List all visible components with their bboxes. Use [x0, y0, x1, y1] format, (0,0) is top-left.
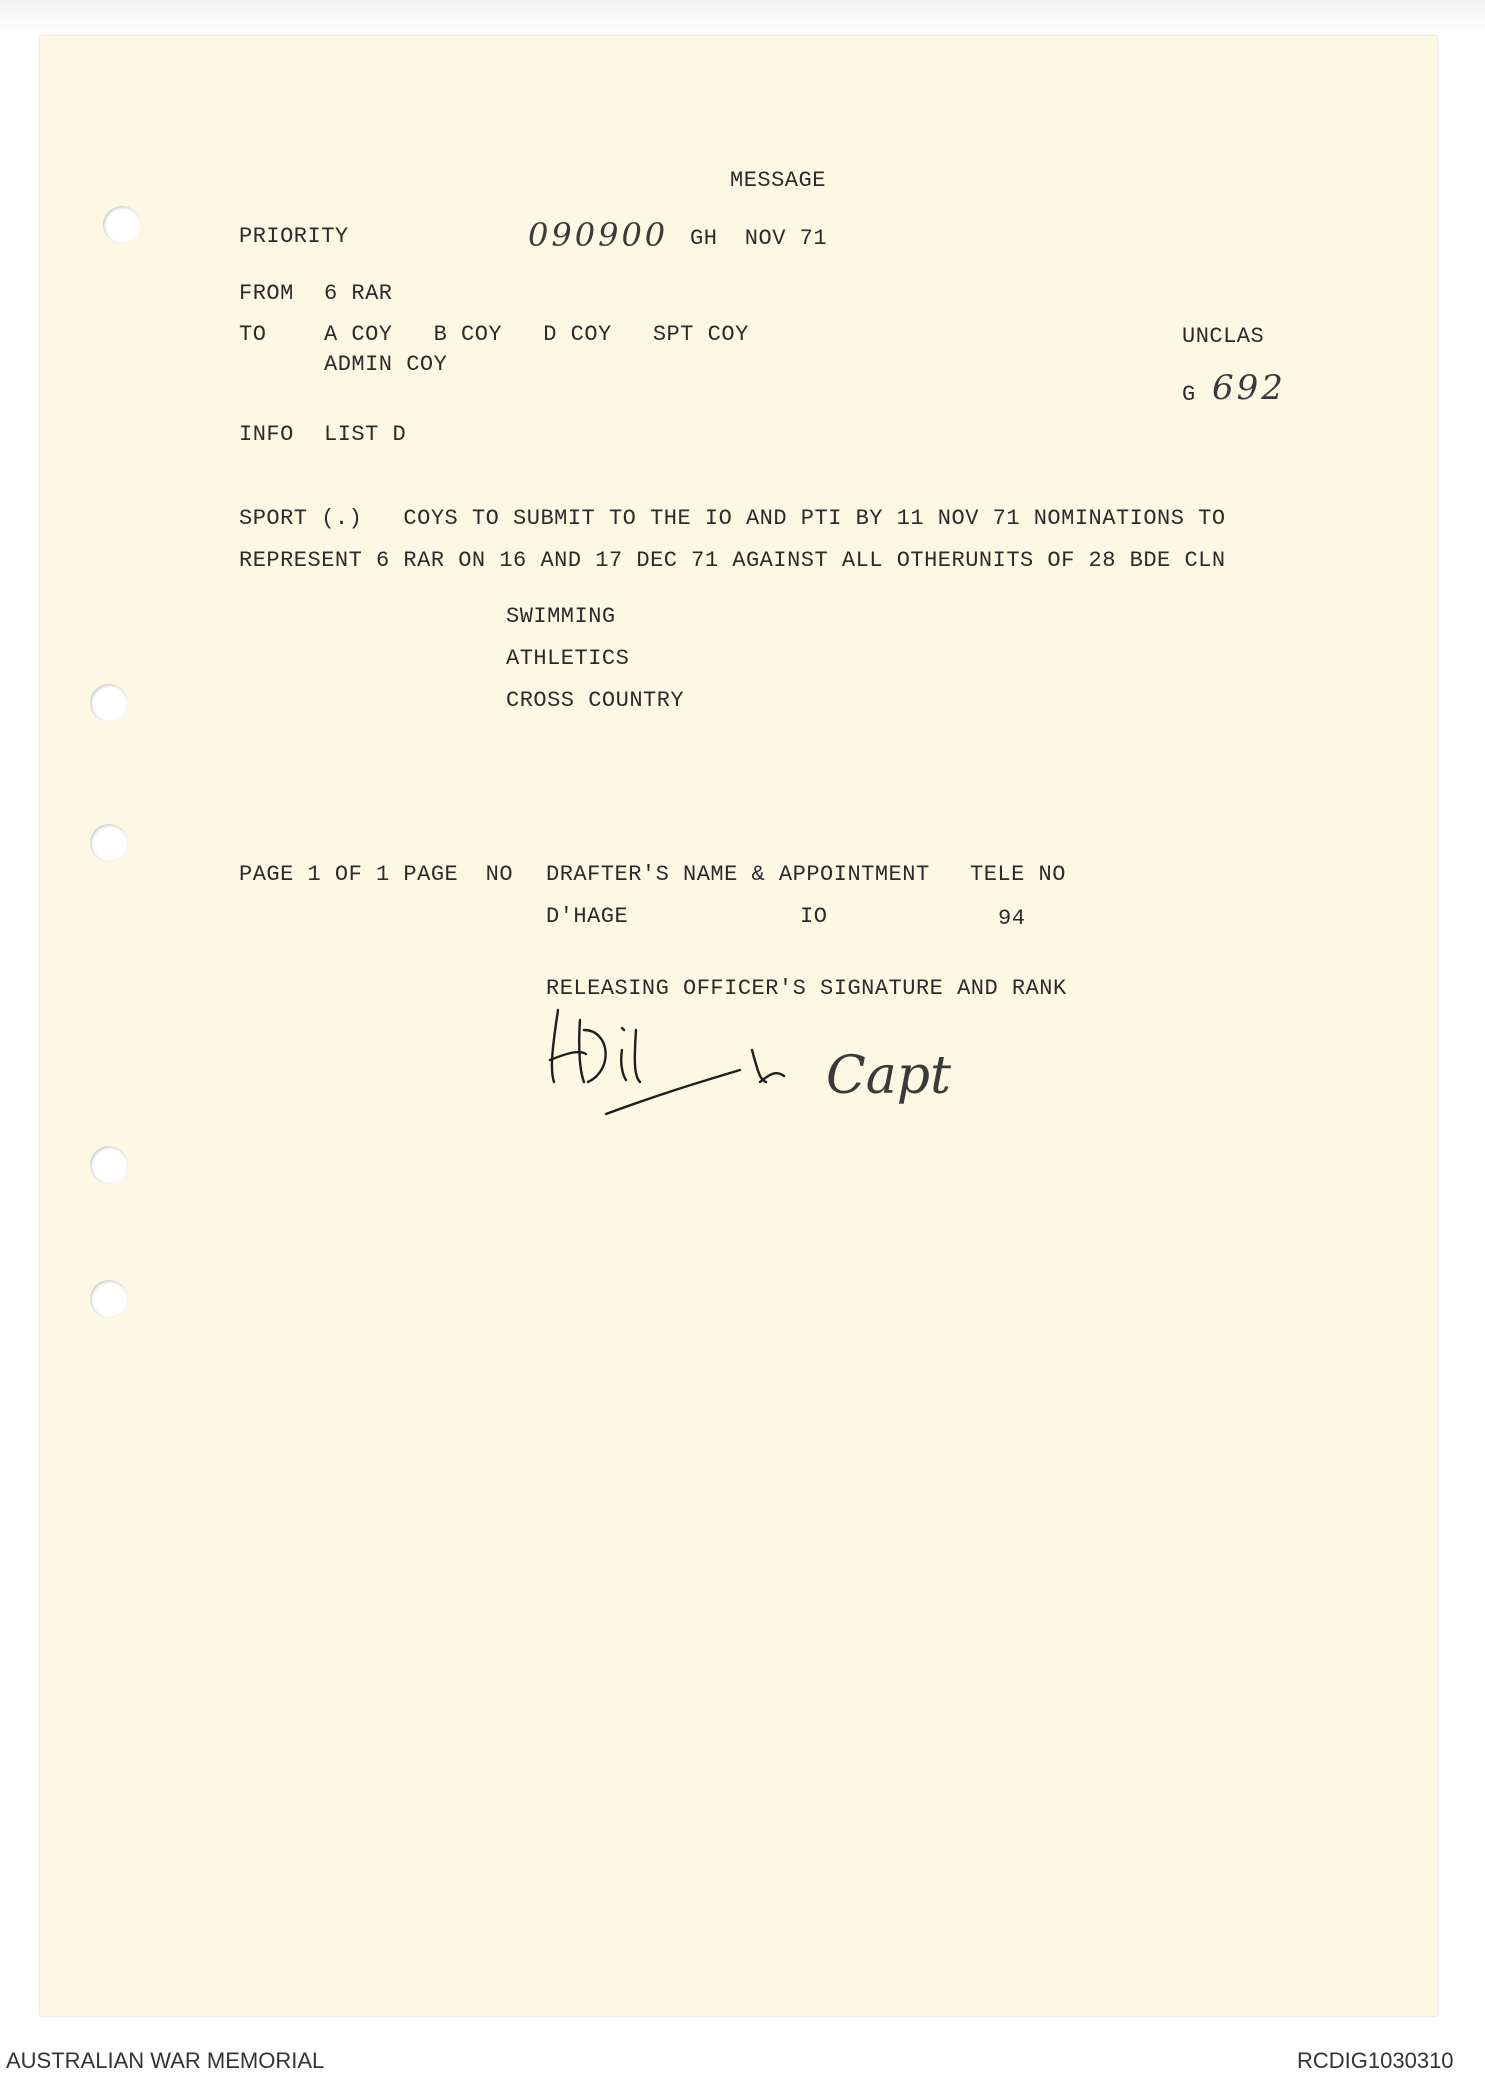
event-item: ATHLETICS [506, 646, 630, 671]
punch-hole-2 [90, 684, 128, 722]
reference-prefix: G [1182, 382, 1196, 407]
body-line-2: REPRESENT 6 RAR ON 16 AND 17 DEC 71 AGAINST ALL OTHERUNITS OF 28 BDE CLN [239, 548, 1226, 573]
from-value: 6 RAR [324, 281, 393, 306]
punch-hole-4 [90, 1146, 128, 1184]
event-item: CROSS COUNTRY [506, 688, 685, 713]
to-line-1: A COY B COY D COY SPT COY [324, 322, 749, 347]
footer-reference: RCDIG1030310 [1297, 2048, 1454, 2073]
body-line-1: SPORT (.) COYS TO SUBMIT TO THE IO AND PTI BY 11 NOV 71 NOMINATIONS TO [239, 506, 1226, 531]
punch-hole-5 [90, 1280, 128, 1318]
to-label: TO [239, 322, 267, 347]
info-label: INFO [239, 422, 294, 447]
drafter-appointment: IO [800, 904, 828, 929]
message-title: MESSAGE [730, 168, 826, 193]
tele-number: 94 [998, 906, 1026, 931]
page-info: PAGE 1 OF 1 PAGE NO [239, 862, 514, 887]
event-item: SWIMMING [506, 604, 616, 629]
reference-number: 692 [1212, 368, 1286, 408]
releasing-label: RELEASING OFFICER'S SIGNATURE AND RANK [546, 976, 1067, 1001]
to-line-2: ADMIN COY [324, 352, 448, 377]
tele-header: TELE NO [970, 862, 1066, 887]
info-value: LIST D [324, 422, 407, 447]
handwritten-signature [540, 990, 840, 1130]
classification: UNCLAS [1182, 324, 1265, 349]
dtg-suffix: GH NOV 71 [690, 226, 828, 251]
from-label: FROM [239, 281, 294, 306]
scan-top-edge [0, 0, 1485, 34]
footer-source: AUSTRALIAN WAR MEMORIAL [6, 2048, 325, 2073]
drafter-header: DRAFTER'S NAME & APPOINTMENT [546, 862, 930, 887]
signature-rank: Capt [826, 1046, 951, 1106]
punch-hole-1 [103, 206, 141, 244]
drafter-name: D'HAGE [546, 904, 629, 929]
punch-hole-3 [90, 824, 128, 862]
priority-label: PRIORITY [239, 224, 349, 249]
dtg-handwritten: 090900 [528, 216, 669, 254]
